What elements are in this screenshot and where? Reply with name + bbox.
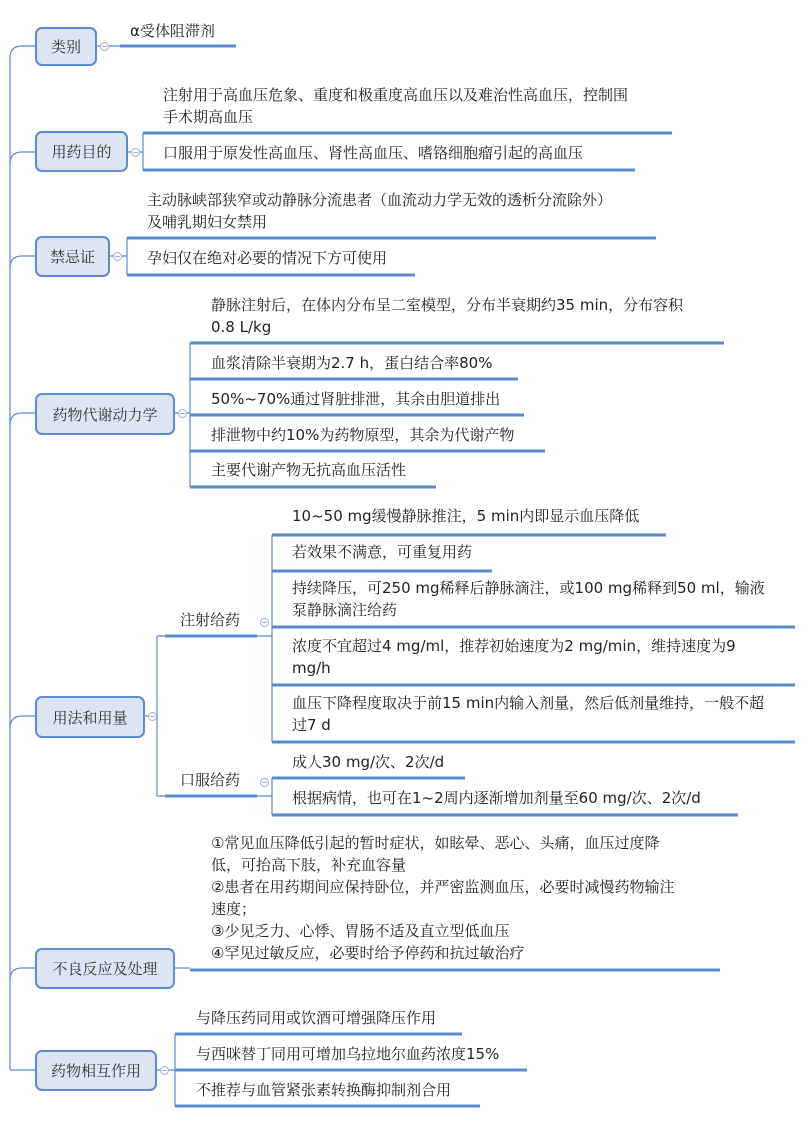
node-label: 用药目的	[51, 143, 112, 161]
leaf-text: α受体阻滞剂	[130, 22, 215, 40]
collapse-icon[interactable]	[260, 618, 269, 627]
node-label: 不良反应及处理	[52, 960, 158, 978]
leaf-text: 持续降压，可250 mg稀释后静脉滴注，或100 mg稀释到50 ml，输液 泵静脉滴注给药	[292, 579, 765, 619]
subnode-injection[interactable]: 注射给药	[180, 611, 241, 629]
node-interaction[interactable]	[35, 1050, 157, 1091]
node-pharmacokinetics[interactable]	[35, 393, 175, 435]
leaf-text: 50%~70%通过肾脏排泄，其余由胆道排出	[211, 390, 501, 408]
collapse-icon[interactable]	[113, 252, 122, 261]
node-label: 药物相互作用	[50, 1062, 141, 1080]
collapse-icon[interactable]	[260, 778, 269, 787]
collapse-icon[interactable]	[178, 409, 187, 418]
leaf-text: 浓度不宜超过4 mg/ml，推荐初始速度为2 mg/min，维持速度为9 mg/h	[292, 637, 736, 677]
node-label: 用法和用量	[52, 708, 128, 727]
collapse-icon[interactable]	[148, 712, 157, 721]
leaf-text: 成人30 mg/次、2次/d	[292, 753, 445, 771]
node-label: 药物代谢动力学	[52, 405, 158, 424]
collapse-icon[interactable]	[131, 148, 140, 157]
collapse-icon[interactable]	[160, 1066, 169, 1075]
leaf-text: 排泄物中约10%为药物原型，其余为代谢产物	[211, 426, 515, 444]
leaf-text: 与降压药同用或饮酒可增强降压作用	[196, 1009, 437, 1027]
leaf-text: 根据病情，也可在1~2周内逐渐增加剂量至60 mg/次、2次/d	[292, 789, 701, 807]
leaf-text: ①常见血压降低引起的暂时症状，如眩晕、恶心、头痛，血压过度降 低，可抬高下肢，补充血容量 ②患者在用药期间应保持卧位，并严密监测血压，必要时减慢药物输注 速度； ③少见乏力、心悸、胃肠不适及直立型低血压 ④罕见过敏反应，必要时给予停药和抗过敏治疗	[211, 834, 675, 962]
leaf-text: 口服用于原发性高血压、肾性高血压、嗜铬细胞瘤引起的高血压	[163, 144, 584, 162]
collapse-icon[interactable]	[100, 42, 109, 51]
leaf-text: 静脉注射后，在体内分布呈二室模型，分布半衰期约35 min，分布容积 0.8 L/kg	[211, 296, 684, 336]
node-contraindication[interactable]	[35, 236, 110, 277]
leaf-text: 血浆清除半衰期为2.7 h，蛋白结合率80%	[211, 354, 493, 372]
leaf-text: 10~50 mg缓慢静脉推注，5 min内即显示血压降低	[292, 507, 640, 525]
node-purpose[interactable]	[35, 131, 128, 172]
subnode-oral[interactable]: 口服给药	[180, 771, 241, 789]
node-label: 禁忌证	[49, 248, 95, 266]
leaf-text: 若效果不满意，可重复用药	[292, 543, 473, 561]
leaf-text: 注射用于高血压危象、重度和极重度高血压以及难治性高血压，控制围 手术期高血压	[163, 86, 629, 126]
node-label: 类别	[50, 38, 81, 56]
node-adverse[interactable]	[35, 948, 175, 989]
node-category[interactable]	[35, 27, 97, 66]
leaf-text: 与西咪替丁同用可增加乌拉地尔血药浓度15%	[196, 1045, 500, 1063]
leaf-text: 主动脉峡部狭窄或动静脉分流患者（血流动力学无效的透析分流除外） 及哺乳期妇女禁用	[147, 191, 613, 231]
leaf-text: 不推荐与血管紧张素转换酶抑制剂合用	[196, 1081, 452, 1099]
leaf-text: 主要代谢产物无抗高血压活性	[211, 461, 407, 479]
leaf-text: 血压下降程度取决于前15 min内输入剂量，然后低剂量维持，一般不超 过7 d	[292, 694, 765, 734]
leaf-text: 孕妇仅在绝对必要的情况下方可使用	[147, 249, 388, 267]
node-dosage[interactable]	[35, 696, 145, 738]
